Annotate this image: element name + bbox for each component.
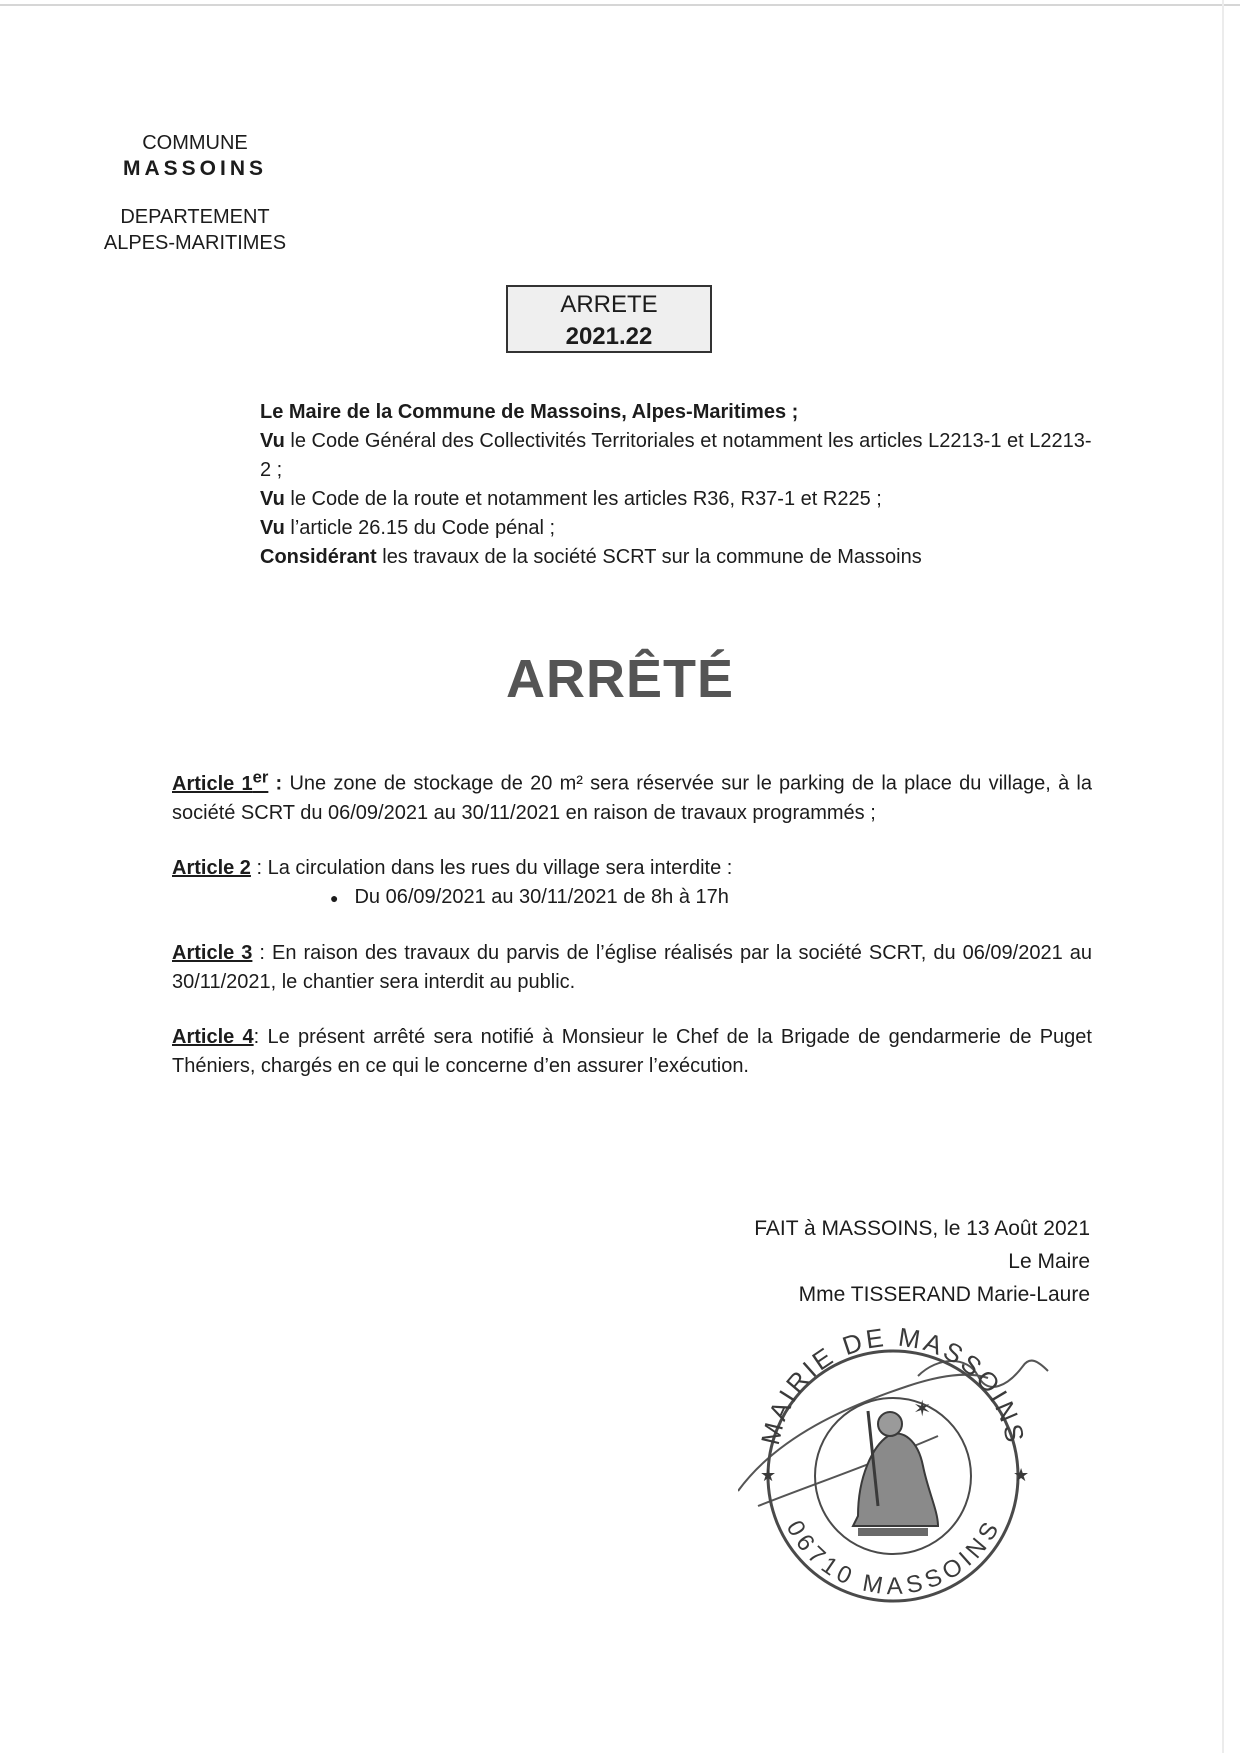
decree-number: 2021.22 — [565, 323, 653, 350]
signer-role: Le Maire — [1008, 1250, 1090, 1273]
preamble-maire: Le Maire de la Commune de Massoins, Alpes-Maritimes ; — [260, 401, 799, 423]
vu-keyword: Vu — [260, 488, 285, 510]
preamble-considerant — [260, 543, 1100, 572]
decree-number-box — [506, 285, 712, 353]
decree-title: ARRETE — [560, 291, 658, 318]
place-date: FAIT à MASSOINS, le 13 Août 2021 — [754, 1217, 1090, 1240]
svg-text:✶: ✶ — [913, 1397, 932, 1422]
vu-text: le Code de la route et notamment les articles R36, R37-1 et R225 ; — [284, 488, 882, 510]
signature-block — [620, 1212, 1090, 1311]
main-title: ARRÊTÉ — [505, 649, 734, 709]
article-label: Article 4 — [172, 1025, 254, 1048]
commune-label: COMMUNE — [142, 132, 248, 154]
departement-label: DEPARTEMENT — [120, 206, 270, 228]
considerant-text: les travaux de la société SCRT sur la commune de Massoins — [376, 546, 922, 568]
articles — [172, 762, 1092, 1107]
article-label: Article 2 — [172, 856, 251, 879]
vu-text: le Code Général des Collectivités Territoriales et notamment les articles L2213-1 et L2213-2 ; — [260, 430, 1092, 481]
stamp-seal-icon — [738, 1316, 1068, 1616]
stamp-top-text: MAIRIE DE MASSOINS — [754, 1321, 1031, 1448]
article-2: Article 2 : La circulation dans les rues du village sera interdite : ● Du 06/09/2021 au 30/11/2021 de 8h à 17h — [172, 854, 1092, 913]
vu-keyword: Vu — [260, 517, 285, 539]
svg-text:★: ★ — [760, 1465, 777, 1486]
vu-keyword: Vu — [260, 430, 285, 452]
considerant-keyword: Considérant — [260, 546, 377, 568]
article-1: Article 1er : Une zone de stockage de 20 m² sera réservée sur le parking de la place du village, à la société SCRT du 06/09/2021 au 30/11/2021 en raison de travaux programmés ; — [172, 767, 1092, 824]
article-bullet: ● Du 06/09/2021 au 30/11/2021 de 8h à 17h — [330, 885, 729, 908]
commune-name: MASSOINS — [122, 157, 267, 180]
article-4: Article 4: Le présent arrêté sera notifié à Monsieur le Chef de la Brigade de gendarmerie de Puget Théniers, chargés en ce qui le concerne d’en assurer l’exécution. — [172, 1025, 1092, 1077]
article-superscript: er — [252, 767, 269, 786]
svg-text:★: ★ — [1013, 1465, 1030, 1486]
bullet-icon: ● — [330, 889, 339, 906]
article-3: Article 3 : En raison des travaux du parvis de l’église réalisés par la société SCRT, du 06/09/2021 au 30/11/2021, le chantier sera interdit au public. — [172, 941, 1092, 993]
preamble-vu-1 — [260, 427, 1100, 485]
official-stamp — [738, 1316, 1068, 1621]
departement-name: ALPES-MARITIMES — [103, 232, 287, 254]
preamble — [260, 398, 1100, 572]
preamble-vu-3 — [260, 514, 1100, 543]
vu-text: l’article 26.15 du Code pénal ; — [284, 517, 556, 539]
article-label: Article 3 — [172, 941, 253, 964]
page-right-edge — [1222, 0, 1224, 1753]
article-text: Le présent arrêté sera notifié à Monsieur le Chef de la Brigade de gendarmerie de Puget Théniers, chargés en ce qui le concerne d’en assurer l’exécution. — [172, 1025, 1092, 1077]
page-top-edge — [0, 4, 1240, 6]
article-label: Article 1er — [172, 767, 269, 795]
issuer-header — [70, 130, 320, 256]
preamble-vu-2 — [260, 485, 1100, 514]
stamp-bottom-text: 06710 MASSOINS — [780, 1516, 1006, 1601]
signer-name: Mme TISSERAND Marie-Laure — [798, 1283, 1090, 1306]
article-text: En raison des travaux du parvis de l’église réalisés par la société SCRT, du 06/09/2021 au 30/11/2021, le chantier sera interdit au public. — [172, 941, 1092, 993]
article-text: Une zone de stockage de 20 m² sera réservée sur le parking de la place du village, à la société SCRT du 06/09/2021 au 30/11/2021 en raison de travaux programmés ; — [172, 772, 1092, 824]
article-text: La circulation dans les rues du village sera interdite : — [267, 856, 733, 879]
